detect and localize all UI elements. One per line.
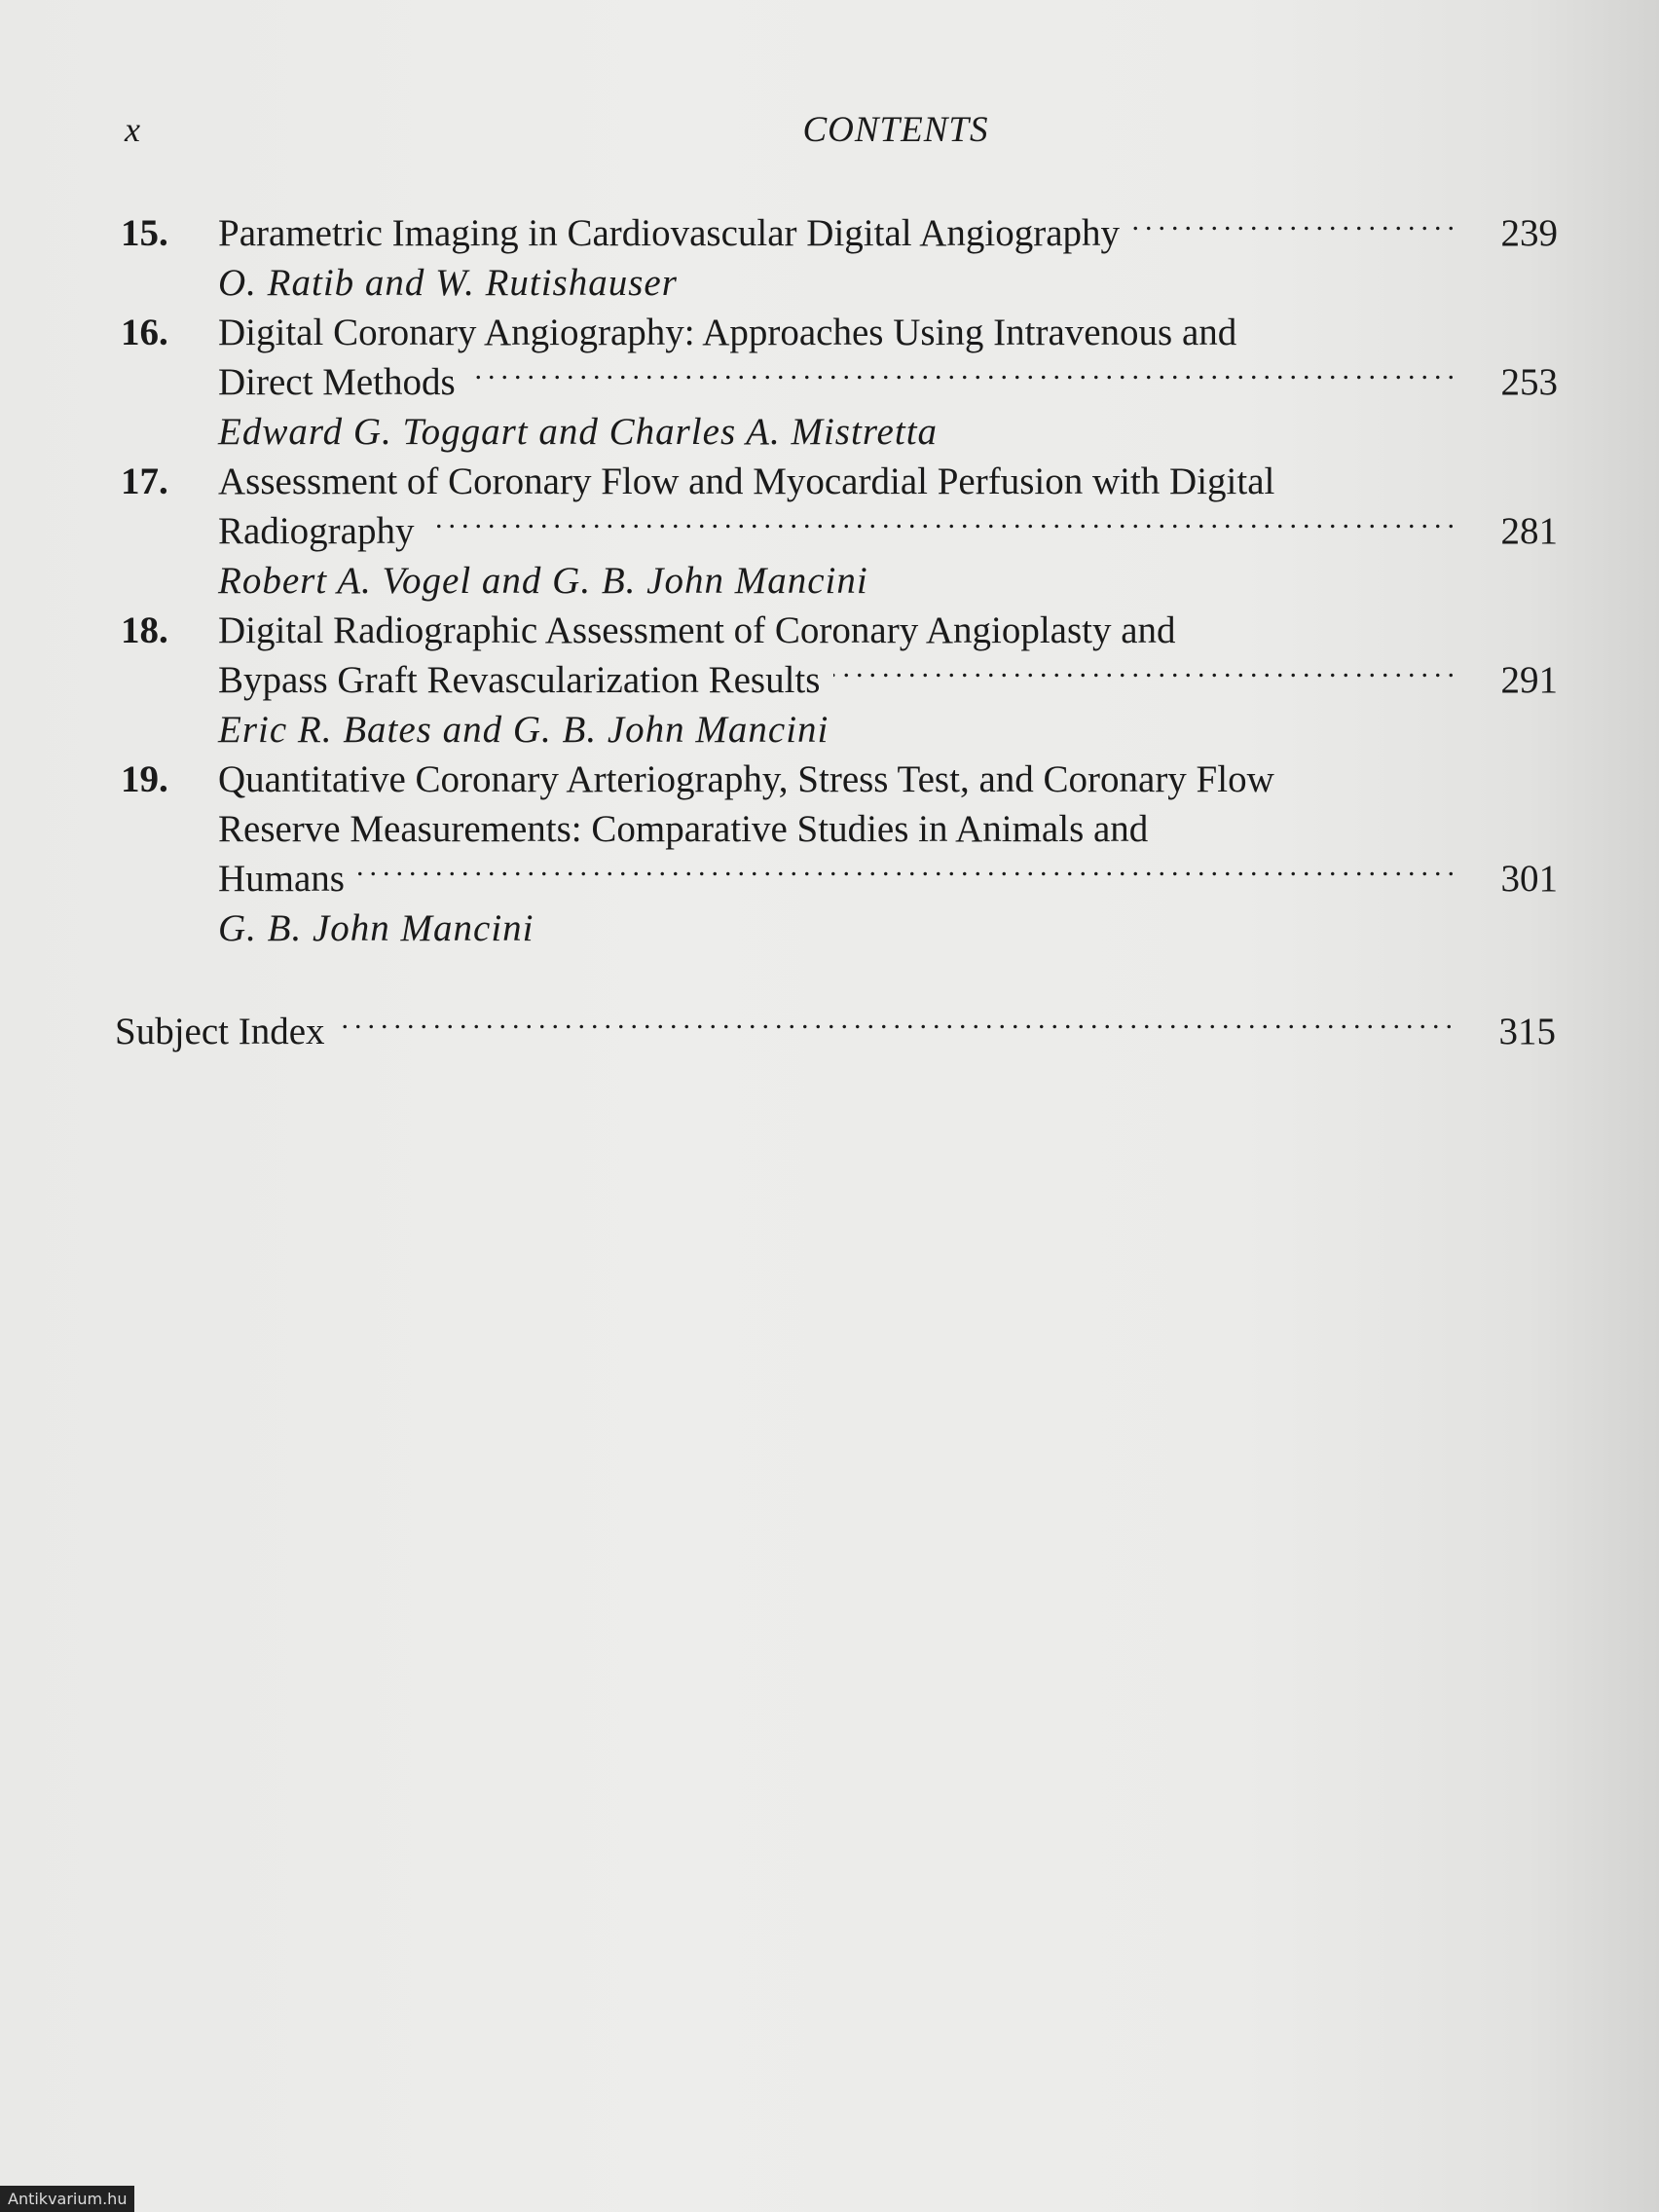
- page-number: 253: [1500, 361, 1558, 403]
- page-title: CONTENTS: [802, 110, 989, 150]
- page-number: 291: [1500, 659, 1558, 701]
- toc-entry-19: [117, 755, 1558, 953]
- page-number: 301: [1500, 858, 1558, 900]
- chapter-title: Assessment of Coronary Flow and Myocardial Perfusion with Digital: [218, 461, 1275, 502]
- chapter-number: 18.: [121, 609, 168, 651]
- chapter-authors: O. Ratib and W. Rutishauser: [218, 262, 678, 304]
- chapter-title-continued: Radiography: [218, 510, 415, 552]
- leader-dots: [469, 365, 1460, 394]
- chapter-number: 15.: [121, 212, 168, 254]
- toc-entry-16: [117, 308, 1558, 457]
- toc-entry-17: [117, 457, 1558, 606]
- table-of-contents: [117, 208, 1558, 953]
- chapter-title-continued: Humans: [218, 858, 345, 900]
- chapter-title: Digital Coronary Angiography: Approaches Using Intravenous and: [218, 312, 1237, 353]
- chapter-title: Quantitative Coronary Arteriography, Stress Test, and Coronary Flow: [218, 758, 1274, 800]
- chapter-number: 17.: [121, 461, 168, 502]
- running-head: [117, 109, 1558, 158]
- chapter-title-continued: Reserve Measurements: Comparative Studies in Animals and: [218, 808, 1149, 850]
- leader-dots: [1133, 216, 1460, 245]
- chapter-authors: Eric R. Bates and G. B. John Mancini: [218, 709, 830, 751]
- toc-entry-18: [117, 606, 1558, 755]
- page-folio: x: [125, 110, 140, 149]
- chapter-number: 16.: [121, 312, 168, 353]
- chapter-title: Digital Radiographic Assessment of Coronary Angioplasty and: [218, 609, 1176, 651]
- leader-dots: [339, 1014, 1458, 1044]
- watermark-label: Antikvarium.hu: [0, 2186, 134, 2212]
- index-label: Subject Index: [115, 1011, 325, 1052]
- toc-entry-subject-index: [115, 1007, 1556, 1056]
- chapter-authors: G. B. John Mancini: [218, 907, 535, 949]
- leader-dots: [358, 862, 1460, 891]
- chapter-title-continued: Direct Methods: [218, 361, 456, 403]
- page-number: 315: [1498, 1011, 1556, 1052]
- chapter-title-continued: Bypass Graft Revascularization Results: [218, 659, 821, 701]
- page-number: 281: [1500, 510, 1558, 552]
- chapter-authors: Robert A. Vogel and G. B. John Mancini: [218, 560, 868, 602]
- chapter-title: Parametric Imaging in Cardiovascular Digital Angiography: [218, 212, 1121, 254]
- page-number: 239: [1500, 212, 1558, 254]
- leader-dots: [427, 514, 1460, 543]
- chapter-number: 19.: [121, 758, 168, 800]
- chapter-authors: Edward G. Toggart and Charles A. Mistretta: [218, 411, 939, 453]
- leader-dots: [833, 663, 1460, 692]
- toc-entry-15: [117, 208, 1558, 308]
